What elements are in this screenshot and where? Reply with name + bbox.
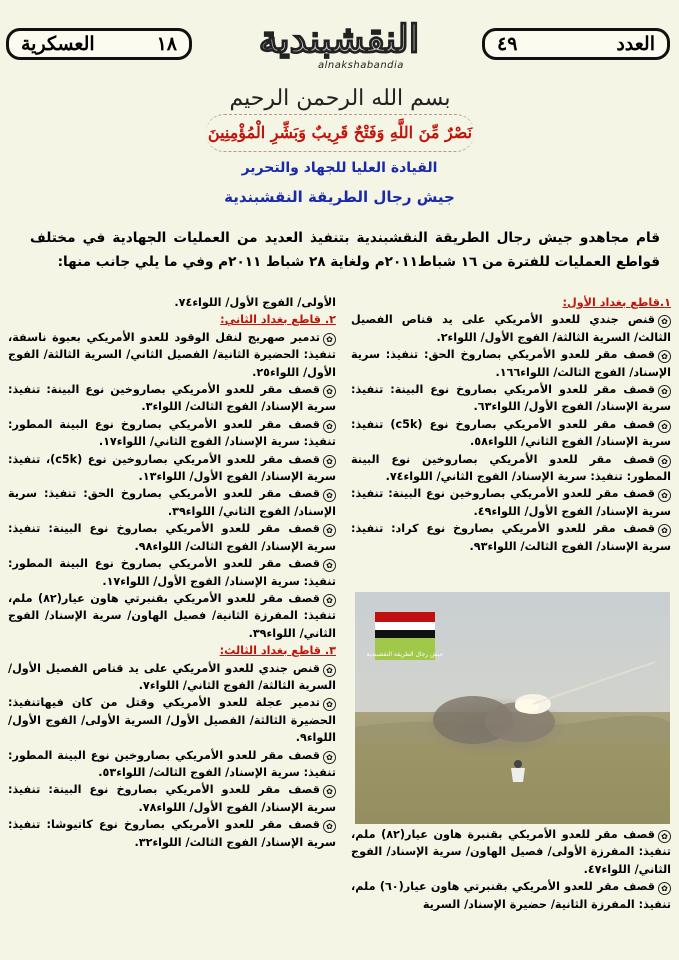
banner-emblem — [367, 612, 444, 660]
flower-bullet-icon: ✿ — [658, 315, 671, 328]
flower-bullet-icon: ✿ — [323, 385, 336, 398]
flower-bullet-icon: ✿ — [658, 350, 671, 363]
right-column — [351, 294, 671, 555]
list-item: ✿قصف مقر للعدو الأمريكي بصاروخ الحق: تنفيذ: سرية الإسناد/ الفوج الثاني/ اللواء٣٩. — [8, 487, 336, 518]
section-title: العسكرية — [21, 33, 95, 55]
list-item: ✿قصف مقر للعدو الأمريكي بصاروخين نوع (c5k)، تنفيذ: سرية الإسناد/ الفوج الأول/ اللواء١٣. — [8, 452, 336, 484]
list-item: ✿قصف مقر للعدو الأمريكي بصاروخ نوع البينة: تنفيذ: سرية الإسناد/ الفوج الأول/ اللواء٦٣. — [351, 383, 671, 414]
list-item: ✿قصف مقر للعدو الأمريكي بصاروخ نوع البينة: تنفيذ: سرية الإسناد/ الفوج الأول/ اللواء٧٨. — [8, 783, 336, 814]
list-item: ✿قصف مقر للعدو الأمريكي بصاروخين نوع البينة المطور: تنفيذ: سرية الإسناد/ الفوج الثالث/ اللواء٥٣. — [8, 748, 336, 779]
flower-bullet-icon: ✿ — [323, 751, 336, 764]
list-item: ✿قصف مقر للعدو الأمريكي بصاروخ نوع البينة المطور: تنفيذ: سرية الإسناد/ الفوج الثاني/ اللواء١٧. — [8, 417, 336, 449]
flower-bullet-icon: ✿ — [323, 664, 336, 677]
flower-bullet-icon: ✿ — [323, 524, 336, 537]
list-item: ✿قصف مقر للعدو الأمريكي بصاروخين نوع البينة المطور: تنفيذ: سرية الإسناد/ الفوج الثاني/ اللواء٧٤. — [351, 452, 671, 484]
intro-paragraph: قام مجاهدو جيش رجال الطريقة النقشبندية بتنفيذ العديد من العمليات الجهادية في مختلف قواطع العمليات للفترة من ١٦ شباط٢٠١١م ولغاية ٢٨ شباط ٢٠١١م وفي ما يلي جانب منها: — [30, 230, 660, 270]
list-item: ✿قصف مقر للعدو الأمريكي بصاروخ نوع البينة المطور: تنفيذ: سرية الإسناد/ الفوج الأول/ اللواء١٧. — [8, 557, 336, 588]
list-item: ✿قصف مقر للعدو الأمريكي بصاروخ نوع (c5k) تنفيذ: سرية الإسناد/ الفوج الثاني/ اللواء٥٨. — [351, 417, 671, 449]
list-item: ✿قنص جندي للعدو الأمريكي على يد قناص الفصيل الأول/ السرية الثالثة/ الفوج الثاني/ اللواء٧. — [8, 661, 336, 692]
issue-tab — [482, 28, 670, 60]
list-item: ✿قصف مقر للعدو الأمريكي بصاروخ نوع كراد: تنفيذ: سرية الإسناد/ الفوج الثالث/ اللواء٩٣. — [351, 522, 671, 553]
command-heading: القيادة العليا للجهاد والتحرير — [241, 160, 438, 176]
magazine-logo — [236, 16, 442, 72]
flower-bullet-icon: ✿ — [323, 489, 336, 502]
list-item: ✿تدمير عجلة للعدو الأمريكي وقتل من كان فيهاتنفيذ: الحضيرة الثالثة/ الفصيل الأول/ السرية الأولى/ الفوج الأول/ اللواء٩. — [8, 696, 336, 745]
flower-bullet-icon: ✿ — [658, 489, 671, 502]
page-header — [0, 0, 679, 84]
flower-bullet-icon: ✿ — [323, 559, 336, 572]
list-item: ✿قصف مقر للعدو الأمريكي بصاروخين نوع البينة: تنفيذ: سرية الإسناد/ الفوج الثالث/ اللواء٣. — [8, 383, 336, 414]
logo-subtext: alnakshabandia — [318, 60, 404, 71]
section-title-baghdad-3: ٣. قاطع بغداد الثالث: — [219, 644, 336, 658]
issue-label: العدد — [616, 33, 655, 55]
army-heading: جيش رجال الطريقة النقشبندية — [224, 188, 455, 206]
list-item: ✿قصف مقر للعدو الأمريكي بقنبرة هاون عيار(٨٢) ملم، تنفيذ: المفرزة الأولى/ فصيل الهاون/ سرية الإسناد/ الفوج الثاني/ اللواء٤٧. — [351, 828, 671, 876]
flower-bullet-icon: ✿ — [658, 385, 671, 398]
list-item: ✿قصف مقر للعدو الأمريكي بصاروخ الحق: تنفيذ: سرية الإسناد/ الفوج الثالث/ اللواء١٦٦. — [351, 348, 671, 379]
rocket-launch-image — [355, 592, 670, 824]
list-item: ✿قصف مقر للعدو الأمريكي بصاروخ نوع كاتيوشا: تنفيذ: سرية الإسناد/ الفوج الثالث/ اللواء٣٢. — [8, 818, 336, 849]
list-item: ✿قنص جندي للعدو الأمريكي على يد قناص الفصيل الثالث/ السرية الثالثة/ الفوج الأول/ اللواء٢. — [351, 313, 671, 344]
page-number: ١٨ — [156, 33, 177, 55]
flower-bullet-icon: ✿ — [323, 420, 336, 433]
flower-bullet-icon: ✿ — [323, 785, 336, 798]
list-item: ✿قصف مقر للعدو الأمريكي بقنبرتي هاون عيار(٨٢) ملم، تنفيذ: المفرزة الثانية/ فصيل الهاون/ سرية الإسناد/ الفوج الثاني/ اللواء٣٩. — [8, 591, 336, 640]
flower-bullet-icon: ✿ — [323, 333, 336, 346]
section-tab — [6, 28, 192, 60]
section-title-baghdad-1: ١.قاطع بغداد الأول: — [562, 296, 671, 309]
rocket-launch-photo — [355, 592, 670, 824]
flower-bullet-icon: ✿ — [658, 524, 671, 537]
flower-bullet-icon: ✿ — [658, 882, 671, 895]
continued-text: الأولى/ الفوج الأول/ اللواء٧٤. — [174, 296, 336, 309]
flower-bullet-icon: ✿ — [658, 455, 671, 468]
list-item: ✿قصف مقر للعدو الأمريكي بقنبرتي هاون عيار(٦٠) ملم، تنفيذ: المفرزة الثانية/ حضيرة الإسناد/ السرية — [351, 880, 671, 911]
flower-bullet-icon: ✿ — [658, 420, 671, 433]
list-item: ✿تدمير صهريج لنقل الوقود للعدو الأمريكي بعبوة ناسفة، تنفيذ: الحضيرة الثانية/ الفصيل الثاني/ السرية الثالثة/ الفوج الأول/ اللواء٢٥. — [8, 330, 336, 379]
flower-bullet-icon: ✿ — [323, 455, 336, 468]
flower-bullet-icon: ✿ — [323, 698, 336, 711]
flower-bullet-icon: ✿ — [658, 830, 671, 843]
flower-bullet-icon: ✿ — [323, 820, 336, 833]
banner-caption: جيش رجال الطريقة النقشبندية — [366, 651, 444, 658]
flower-bullet-icon: ✿ — [323, 594, 336, 607]
right-column-bottom — [351, 826, 671, 913]
logo-wordmark: النقشبندية — [258, 16, 420, 61]
quran-verse: نَصْرٌ مِّنَ اللَّهِ وَفَتْحٌ قَرِيبٌ وَبَشِّرِ الْمُؤْمِنِينَ — [206, 114, 474, 152]
section-title-baghdad-2: ٢. قاطع بغداد الثاني: — [220, 313, 336, 327]
list-item: ✿قصف مقر للعدو الأمريكي بصاروخ نوع البينة: تنفيذ: سرية الإسناد/ الفوج الثالث/ اللواء٩٨. — [8, 522, 336, 553]
issue-number: ٤٩ — [497, 33, 518, 55]
list-item: ✿قصف مقر للعدو الأمريكي بصاروخين نوع البينة: تنفيذ: سرية الإسناد/ الفوج الأول/ اللواء٤٩. — [351, 487, 671, 518]
basmala-calligraphy: بسم الله الرحمن الرحيم — [229, 86, 451, 111]
left-column — [8, 294, 336, 851]
